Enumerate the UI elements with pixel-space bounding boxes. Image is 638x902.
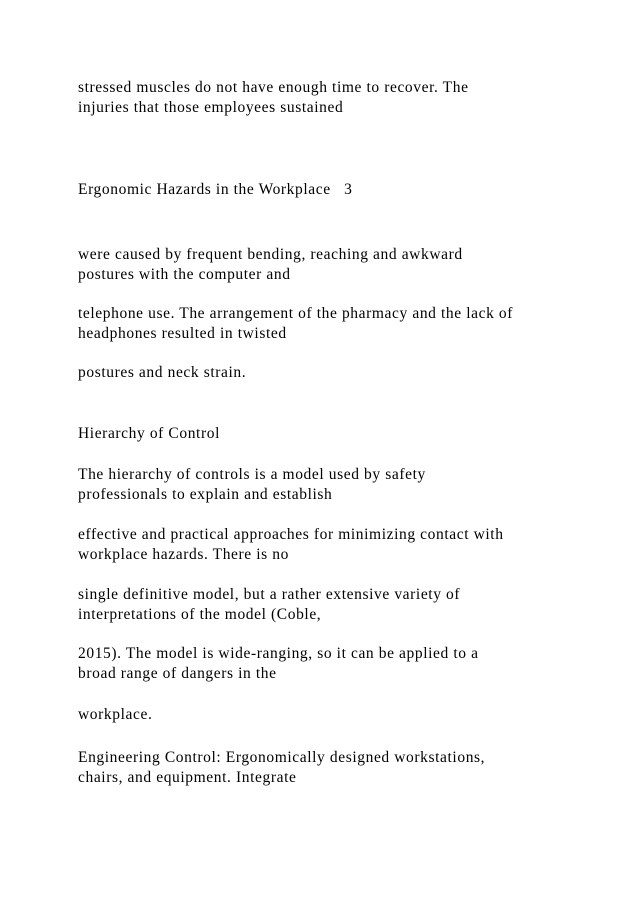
running-header: Ergonomic Hazards in the Workplace 3 xyxy=(78,181,353,198)
text-line: were caused by frequent bending, reaching and awkward xyxy=(78,246,463,263)
section-heading: Hierarchy of Control xyxy=(78,425,220,442)
text-line: stressed muscles do not have enough time to recover. The xyxy=(78,79,469,96)
text-line: 2015). The model is wide-ranging, so it can be applied to a xyxy=(78,645,479,662)
text-line: postures and neck strain. xyxy=(78,364,247,381)
text-line: single definitive model, but a rather extensive variety of xyxy=(78,586,461,603)
text-line: headphones resulted in twisted xyxy=(78,325,287,342)
text-line: telephone use. The arrangement of the pharmacy and the lack of xyxy=(78,305,514,322)
text-line: professionals to explain and establish xyxy=(78,486,333,503)
text-line: Engineering Control: Ergonomically designed workstations, xyxy=(78,749,486,766)
text-line: injuries that those employees sustained xyxy=(78,99,344,116)
text-line: interpretations of the model (Coble, xyxy=(78,606,322,623)
text-line: workplace. xyxy=(78,706,153,723)
text-line: effective and practical approaches for minimizing contact with xyxy=(78,526,504,543)
text-line: chairs, and equipment. Integrate xyxy=(78,769,297,786)
text-line: postures with the computer and xyxy=(78,266,291,283)
text-line: workplace hazards. There is no xyxy=(78,546,289,563)
text-line: broad range of dangers in the xyxy=(78,665,277,682)
text-line: The hierarchy of controls is a model used by safety xyxy=(78,466,426,483)
